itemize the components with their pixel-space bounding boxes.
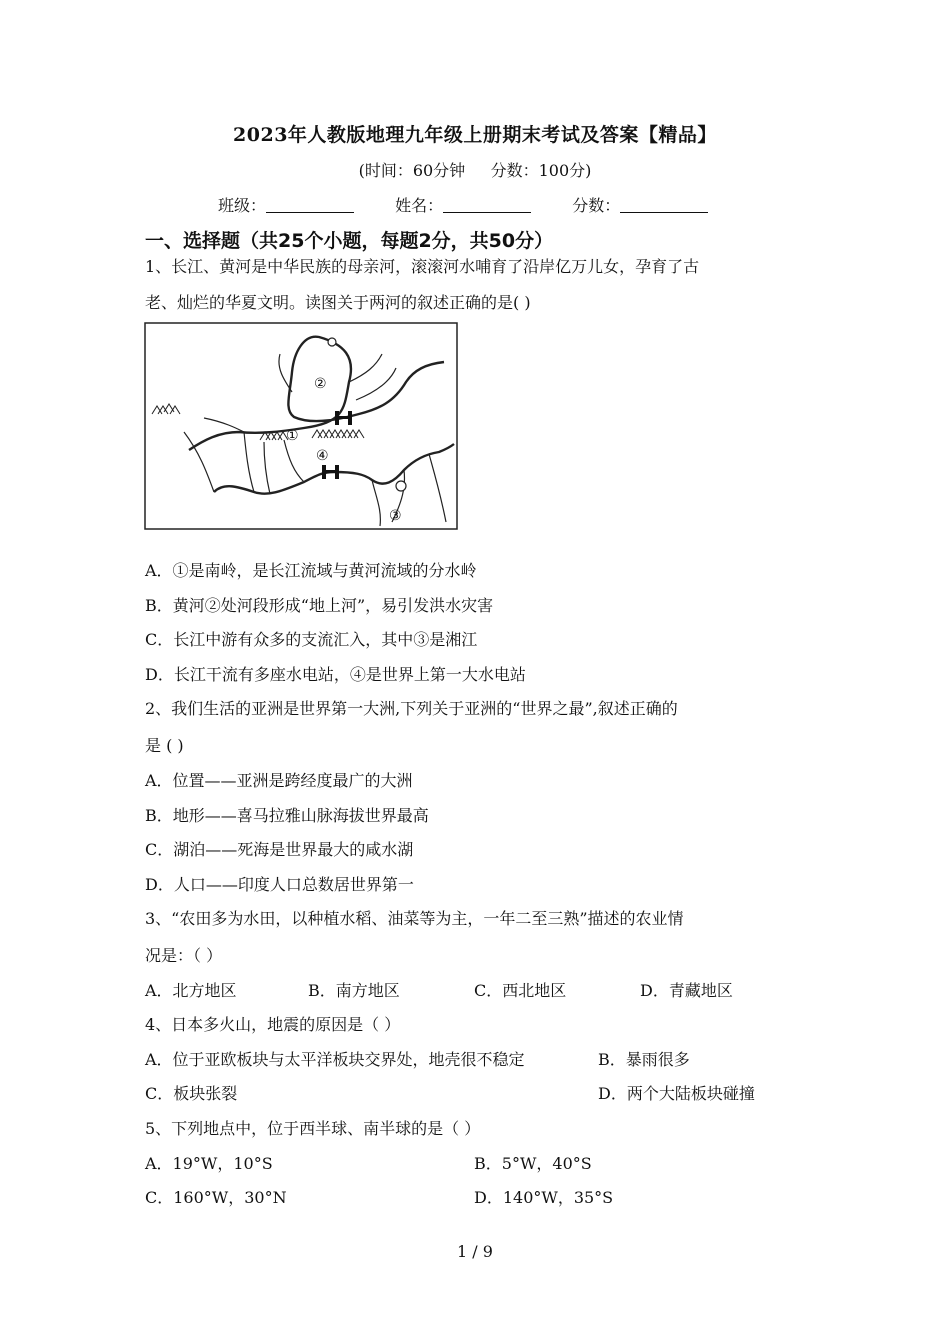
q5-stem: 5、下列地点中，位于西半球、南半球的是（ ） (145, 1119, 481, 1138)
q3-option-b[interactable]: B．南方地区 (308, 981, 400, 1000)
score-blank[interactable] (620, 195, 708, 213)
page-title: 2023年人教版地理九年级上册期末考试及答案【精品】 (233, 124, 717, 146)
q1-option-d[interactable]: D．长江干流有多座水电站，④是世界上第一大水电站 (145, 665, 526, 684)
score-label: 分数： (572, 196, 621, 215)
class-label: 班级： (218, 196, 267, 215)
q4-option-d[interactable]: D．两个大陆板块碰撞 (598, 1084, 755, 1103)
q5-option-d[interactable]: D．140°W，35°S (474, 1188, 614, 1207)
q1-option-b[interactable]: B．黄河②处河段形成“地上河”，易引发洪水灾害 (145, 596, 494, 615)
exam-time-score: (时间：60分钟 分数：100分) (358, 161, 592, 180)
map-label-2: ② (314, 376, 327, 392)
q2-option-c[interactable]: C．湖泊——死海是世界最大的咸水湖 (145, 840, 414, 859)
q3-option-c[interactable]: C．西北地区 (474, 981, 567, 1000)
q5-option-c[interactable]: C．160°W，30°N (145, 1188, 287, 1207)
q2-option-a[interactable]: A．位置——亚洲是跨经度最广的大洲 (145, 771, 413, 790)
lake-circle (328, 338, 336, 346)
q1-option-c[interactable]: C．长江中游有众多的支流汇入，其中③是湘江 (145, 630, 478, 649)
q2-option-d[interactable]: D．人口——印度人口总数居世界第一 (145, 875, 414, 894)
rivers-map-figure (144, 322, 458, 530)
q3-stem-line2: 况是：（ ） (145, 946, 223, 965)
map-border (145, 323, 457, 529)
q2-stem-line1: 2、我们生活的亚洲是世界第一大洲,下列关于亚洲的“世界之最”,叙述正确的 (145, 699, 678, 718)
q5-option-b[interactable]: B．5°W，40°S (474, 1154, 592, 1173)
q3-option-d[interactable]: D．青藏地区 (640, 981, 733, 1000)
q1-stem-line2: 老、灿烂的华夏文明。读图关于两河的叙述正确的是( ) (145, 293, 531, 312)
q4-option-b[interactable]: B．暴雨很多 (598, 1050, 690, 1069)
section-heading: 一、选择题（共25个小题，每题2分，共50分） (145, 230, 554, 252)
name-label: 姓名： (395, 196, 444, 215)
q4-option-c[interactable]: C．板块张裂 (145, 1084, 238, 1103)
map-label-4: ④ (316, 448, 329, 464)
page-number: 1 / 9 (457, 1242, 493, 1261)
class-blank[interactable] (266, 195, 354, 213)
q4-option-a[interactable]: A．位于亚欧板块与太平洋板块交界处，地壳很不稳定 (145, 1050, 525, 1069)
name-blank[interactable] (443, 195, 531, 213)
q5-option-a[interactable]: A．19°W，10°S (145, 1154, 273, 1173)
q1-stem-line1: 1、长江、黄河是中华民族的母亲河，滚滚河水哺育了沿岸亿万儿女，孕育了古 (145, 257, 700, 276)
q3-option-a[interactable]: A．北方地区 (145, 981, 237, 1000)
q2-stem-line2: 是 ( ) (145, 736, 184, 755)
map-label-3: ③ (389, 508, 402, 524)
student-info-line (218, 193, 708, 216)
q2-option-b[interactable]: B．地形——喜马拉雅山脉海拔世界最高 (145, 806, 429, 825)
map-label-1: ① (286, 428, 299, 444)
lake-circle (396, 481, 406, 491)
q3-stem-line1: 3、“农田多为水田，以种植水稻、油菜等为主，一年二至三熟”描述的农业情 (145, 909, 684, 928)
q4-stem: 4、日本多火山，地震的原因是（ ） (145, 1015, 401, 1034)
q1-option-a[interactable]: A．①是南岭，是长江流域与黄河流域的分水岭 (145, 561, 477, 580)
